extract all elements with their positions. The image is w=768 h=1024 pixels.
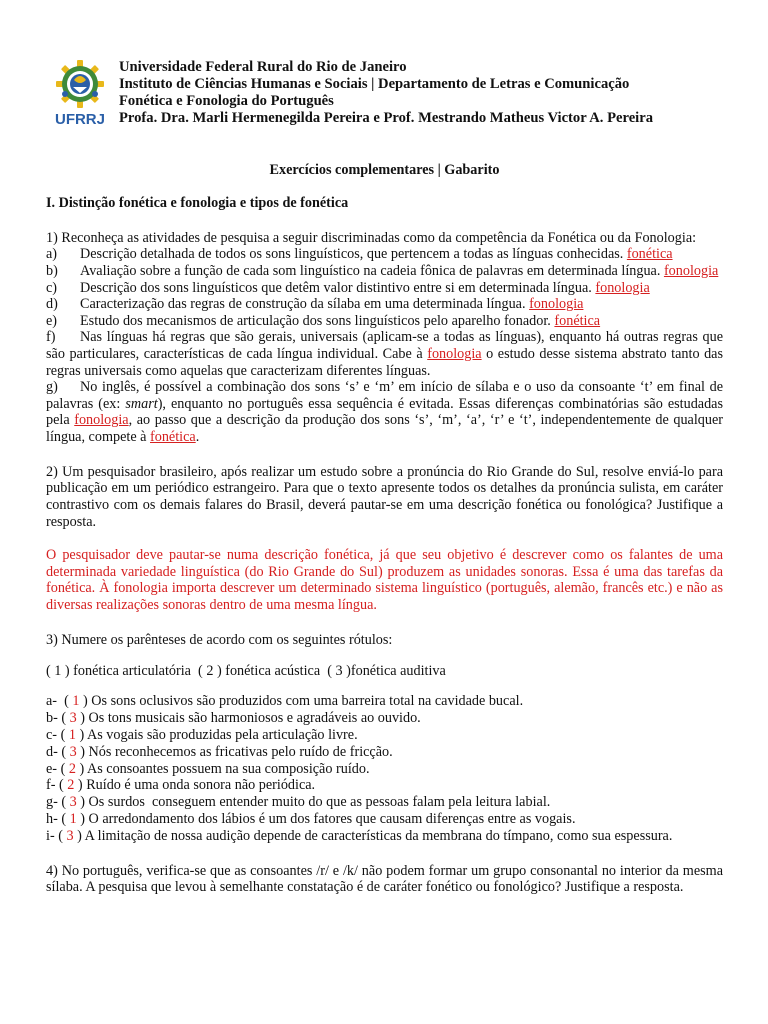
question-3-item: h- ( 1 ) O arredondamento dos lábios é um dos fatores que causam diferenças entre as vogais.	[46, 811, 576, 828]
example-word: smart	[125, 395, 158, 412]
question-4-stem: 4) No português, verifica-se que as consoantes /r/ e /k/ não podem formar um grupo consonantal no interior da mesma sílaba. A pesquisa que levou à semelhante constatação é de caráter fonético ou fonológico? Justifique a resposta.	[46, 862, 723, 896]
answer-e: fonética	[554, 312, 601, 329]
question-3-item: b- ( 3 ) Os tons musicais são harmoniosos e agradáveis ao ouvido.	[46, 710, 421, 727]
ufrrj-logo-icon	[46, 56, 114, 128]
document-header	[46, 56, 723, 132]
question-2-answer: O pesquisador deve pautar-se numa descrição fonética, já que seu objetivo é descrever como os falantes de uma determinada variedade linguística (do Rio Grande do Sul) produzem as unidades sonoras. Essa é uma das tarefas da fonética. À fonologia importa descrever um determinado sistema linguístico (português, alemão, francês etc.) e não as diversas realizações sonoras dentro de uma mesma língua.	[46, 546, 723, 614]
answer-g-1: fonologia	[74, 412, 129, 429]
question-1-item-a: a) Descrição detalhada de todos os sons linguísticos, que pertencem a todas as línguas conhecidas. fonética	[46, 246, 673, 263]
professors-names: Profa. Dra. Marli Hermenegilda Pereira e Prof. Mestrando Matheus Victor A. Pereira	[119, 110, 654, 126]
question-3-item: e- ( 2 ) As consoantes possuem na sua composição ruído.	[46, 760, 370, 777]
question-1-item-d: d) Caracterização das regras de construção da sílaba em uma determinada língua. fonologia	[46, 296, 584, 313]
question-1-item-e: e) Estudo dos mecanismos de articulação dos sons linguísticos pelo aparelho fonador. fonética	[46, 312, 601, 329]
question-1-stem: 1) Reconheça as atividades de pesquisa a seguir discriminadas como da competência da Fonética ou da Fonologia:	[46, 229, 697, 246]
question-1-items	[46, 246, 723, 445]
question-1-item-f: f) Nas línguas há regras que são gerais, universais (aplicam-se a todas as línguas), enquanto há outras regras que são particulares, características de cada língua individual. Cabe à fonologia o estudo desse sistema abstrato tanto das regras universais como aquelas que caracterizam diferentes línguas.	[46, 329, 723, 379]
course-name: Fonética e Fonologia do Português	[119, 93, 334, 109]
question-3-item: i- ( 3 ) A limitação de nossa audição depende de características da membrana do tímpano, como sua espessura.	[46, 827, 673, 844]
logo-text: UFRRJ	[54, 111, 106, 128]
question-3-item: d- ( 3 ) Nós reconhecemos as fricativas pelo ruído de fricção.	[46, 743, 393, 760]
document-title: Exercícios complementares | Gabarito	[269, 162, 500, 178]
question-3-stem: 3) Numere os parênteses de acordo com os seguintes rótulos:	[46, 631, 393, 648]
university-name: Universidade Federal Rural do Rio de Janeiro	[119, 59, 407, 75]
answer-d: fonologia	[529, 296, 584, 313]
answer-g-2: fonética	[150, 428, 196, 445]
question-1-item-b: b) Avaliação sobre a função de cada som linguístico na cadeia fônica de palavras em determinada língua. fonologia	[46, 262, 719, 279]
answer-a: fonética	[626, 246, 673, 263]
question-3-labels: ( 1 ) fonética articulatória ( 2 ) fonética acústica ( 3 )fonética auditiva	[46, 662, 446, 679]
question-1-item-c: c) Descrição dos sons linguísticos que detêm valor distintivo entre si em determinada língua. fonologia	[46, 279, 650, 296]
question-3-item: f- ( 2 ) Ruído é uma onda sonora não periódica.	[46, 777, 316, 794]
question-3-item: a- ( 1 ) Os sons oclusivos são produzidos com uma barreira total na cavidade bucal.	[46, 693, 524, 710]
answer-b: fonologia	[663, 262, 719, 279]
answer-f: fonologia	[427, 345, 482, 362]
question-2-stem: 2) Um pesquisador brasileiro, após realizar um estudo sobre a pronúncia do Rio Grande do Sul, resolve enviá-lo para publicação em um periódico estrangeiro. Para que o texto apresente todos os detalhes da pronúncia sulista, em caráter contrastivo com os demais falares do Brasil, deverá pautar-se em uma descrição fonética ou fonológica? Justifique a resposta.	[46, 463, 723, 530]
header-text-block	[119, 59, 653, 127]
question-3-items	[46, 693, 723, 844]
document-page	[46, 56, 723, 896]
question-3-item: g- ( 3 ) Os surdos conseguem entender muito do que as pessoas falam pela leitura labial.	[46, 794, 551, 811]
institute-name: Instituto de Ciências Humanas e Sociais | Departamento de Letras e Comunicação	[119, 76, 630, 92]
answer-c: fonologia	[595, 279, 650, 296]
section-title: I. Distinção fonética e fonologia e tipos de fonética	[46, 194, 349, 211]
question-1-item-g: g) No inglês, é possível a combinação dos sons ‘s’ e ‘m’ em início de sílaba e o uso da consoante ‘t’ em final de palavras (ex: smart), enquanto no português essa sequência é evitada. Essas diferenças combinatórias são estudadas pela fonologia, ao passo que a descrição da produção dos sons ‘s’, ‘m’, ‘a’, ‘r’ e ‘t’, independentemente de qualquer língua, compete à fonética.	[46, 379, 724, 445]
question-3-item: c- ( 1 ) As vogais são produzidas pela articulação livre.	[46, 727, 358, 744]
